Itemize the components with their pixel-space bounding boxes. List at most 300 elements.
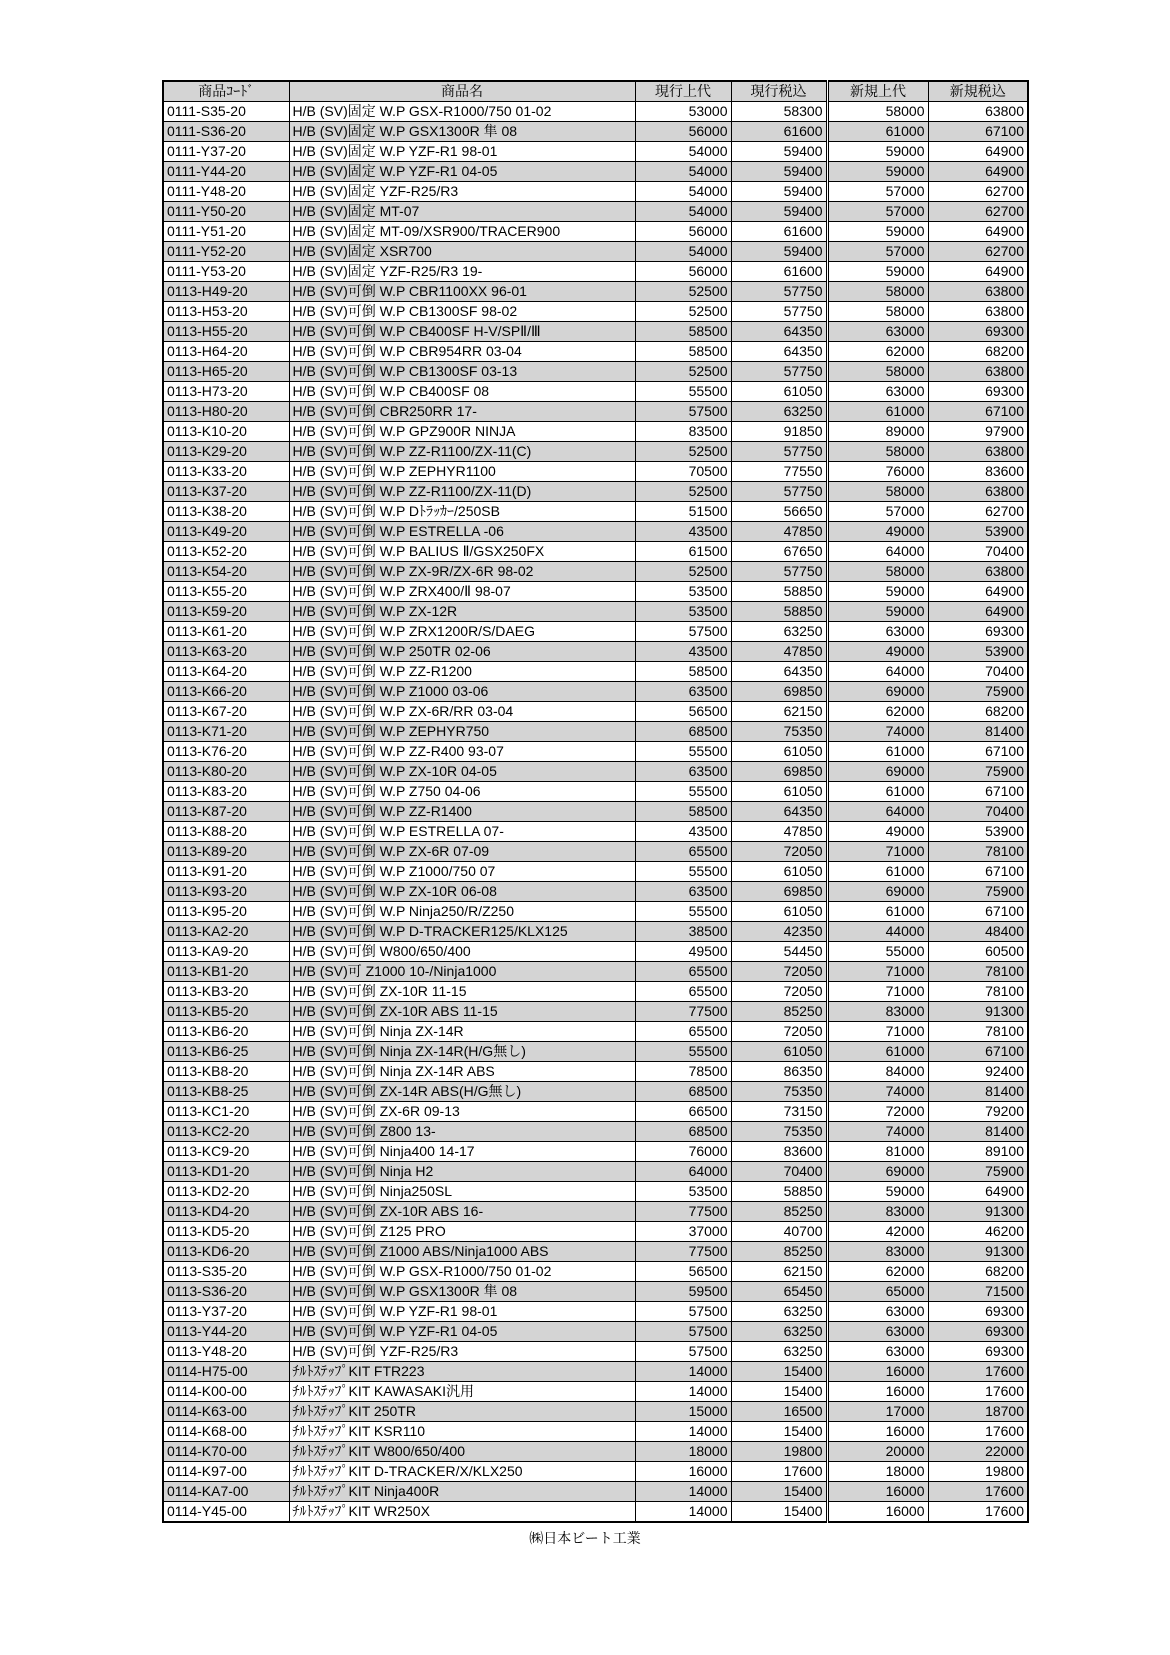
cell-current-list-price: 53500	[635, 582, 731, 602]
cell-product-name: H/B (SV)可倒 Ninja ZX-14R ABS	[289, 1062, 635, 1082]
cell-current-list-price: 38500	[635, 922, 731, 942]
cell-product-code: 0111-Y48-20	[163, 182, 289, 202]
cell-new-list-price: 71000	[827, 982, 928, 1002]
cell-current-price-tax: 65450	[731, 1282, 827, 1302]
cell-new-list-price: 61000	[827, 742, 928, 762]
cell-new-list-price: 49000	[827, 642, 928, 662]
cell-product-name: H/B (SV)可倒 W.P ZX-10R 06-08	[289, 882, 635, 902]
cell-new-list-price: 63000	[827, 382, 928, 402]
cell-product-code: 0113-KB3-20	[163, 982, 289, 1002]
table-row	[163, 162, 1028, 182]
cell-current-list-price: 55500	[635, 782, 731, 802]
cell-new-list-price: 16000	[827, 1422, 928, 1442]
cell-new-list-price: 18000	[827, 1462, 928, 1482]
table-row	[163, 762, 1028, 782]
cell-current-price-tax: 61600	[731, 122, 827, 142]
cell-current-list-price: 43500	[635, 642, 731, 662]
cell-new-list-price: 16000	[827, 1362, 928, 1382]
cell-current-price-tax: 75350	[731, 1082, 827, 1102]
cell-current-price-tax: 15400	[731, 1482, 827, 1502]
cell-new-price-tax: 60500	[928, 942, 1028, 962]
cell-new-price-tax: 62700	[928, 182, 1028, 202]
table-row	[163, 1302, 1028, 1322]
cell-current-price-tax: 42350	[731, 922, 827, 942]
cell-current-list-price: 51500	[635, 502, 731, 522]
cell-product-code: 0113-K37-20	[163, 482, 289, 502]
table-header-row	[163, 81, 1028, 102]
cell-product-name: H/B (SV)可倒 Z1000 ABS/Ninja1000 ABS	[289, 1242, 635, 1262]
cell-current-list-price: 56000	[635, 222, 731, 242]
table-row	[163, 482, 1028, 502]
cell-new-price-tax: 75900	[928, 882, 1028, 902]
cell-current-list-price: 65500	[635, 962, 731, 982]
cell-product-code: 0113-H53-20	[163, 302, 289, 322]
cell-new-price-tax: 67100	[928, 402, 1028, 422]
cell-product-name: H/B (SV)可倒 W.P ZX-12R	[289, 602, 635, 622]
cell-product-code: 0113-H73-20	[163, 382, 289, 402]
cell-product-code: 0113-K63-20	[163, 642, 289, 662]
cell-current-price-tax: 64350	[731, 662, 827, 682]
cell-current-price-tax: 61050	[731, 862, 827, 882]
cell-new-price-tax: 62700	[928, 202, 1028, 222]
cell-product-code: 0111-S36-20	[163, 122, 289, 142]
cell-current-list-price: 57500	[635, 1342, 731, 1362]
cell-current-list-price: 68500	[635, 1082, 731, 1102]
cell-new-list-price: 59000	[827, 602, 928, 622]
table-row	[163, 662, 1028, 682]
cell-new-list-price: 83000	[827, 1002, 928, 1022]
cell-new-price-tax: 97900	[928, 422, 1028, 442]
cell-new-price-tax: 67100	[928, 742, 1028, 762]
cell-current-price-tax: 47850	[731, 822, 827, 842]
cell-new-price-tax: 46200	[928, 1222, 1028, 1242]
cell-product-code: 0113-S36-20	[163, 1282, 289, 1302]
cell-product-name: H/B (SV)可倒 W.P Z1000 03-06	[289, 682, 635, 702]
table-row	[163, 1262, 1028, 1282]
cell-new-list-price: 59000	[827, 142, 928, 162]
cell-product-name: ﾁﾙﾄｽﾃｯﾌﾟKIT D-TRACKER/X/KLX250	[289, 1462, 635, 1482]
cell-product-code: 0113-H49-20	[163, 282, 289, 302]
table-body	[163, 102, 1028, 1523]
cell-current-price-tax: 57750	[731, 482, 827, 502]
cell-product-name: H/B (SV)可倒 W.P ZZ-R1200	[289, 662, 635, 682]
cell-new-price-tax: 69300	[928, 1322, 1028, 1342]
cell-product-name: H/B (SV)可倒 W.P YZF-R1 98-01	[289, 1302, 635, 1322]
cell-current-price-tax: 70400	[731, 1162, 827, 1182]
table-row	[163, 1122, 1028, 1142]
cell-new-price-tax: 63800	[928, 362, 1028, 382]
cell-current-price-tax: 63250	[731, 402, 827, 422]
cell-product-code: 0114-H75-00	[163, 1362, 289, 1382]
cell-product-name: H/B (SV)可倒 YZF-R25/R3	[289, 1342, 635, 1362]
cell-new-price-tax: 67100	[928, 1042, 1028, 1062]
cell-new-price-tax: 83600	[928, 462, 1028, 482]
cell-product-code: 0113-K91-20	[163, 862, 289, 882]
cell-new-list-price: 58000	[827, 482, 928, 502]
cell-new-price-tax: 48400	[928, 922, 1028, 942]
table-row	[163, 282, 1028, 302]
cell-product-code: 0113-KC1-20	[163, 1102, 289, 1122]
cell-current-price-tax: 58850	[731, 582, 827, 602]
cell-current-list-price: 55500	[635, 902, 731, 922]
cell-product-code: 0113-KB6-20	[163, 1022, 289, 1042]
table-row	[163, 642, 1028, 662]
cell-current-list-price: 14000	[635, 1422, 731, 1442]
cell-product-code: 0111-Y52-20	[163, 242, 289, 262]
cell-current-list-price: 58500	[635, 802, 731, 822]
cell-product-code: 0113-Y44-20	[163, 1322, 289, 1342]
cell-product-name: H/B (SV)固定 MT-07	[289, 202, 635, 222]
cell-current-price-tax: 47850	[731, 642, 827, 662]
cell-new-price-tax: 63800	[928, 442, 1028, 462]
cell-current-price-tax: 64350	[731, 802, 827, 822]
cell-new-list-price: 63000	[827, 1342, 928, 1362]
cell-current-list-price: 58500	[635, 322, 731, 342]
cell-product-code: 0113-K67-20	[163, 702, 289, 722]
table-row	[163, 882, 1028, 902]
cell-current-price-tax: 59400	[731, 162, 827, 182]
cell-new-price-tax: 68200	[928, 1262, 1028, 1282]
cell-new-price-tax: 53900	[928, 522, 1028, 542]
cell-product-code: 0113-K59-20	[163, 602, 289, 622]
cell-product-code: 0113-K54-20	[163, 562, 289, 582]
cell-product-name: H/B (SV)可倒 W.P Z1000/750 07	[289, 862, 635, 882]
cell-product-code: 0113-K55-20	[163, 582, 289, 602]
price-table	[162, 80, 1029, 1523]
cell-new-list-price: 64000	[827, 662, 928, 682]
cell-current-price-tax: 58850	[731, 1182, 827, 1202]
cell-current-price-tax: 85250	[731, 1202, 827, 1222]
cell-new-list-price: 71000	[827, 842, 928, 862]
cell-new-list-price: 83000	[827, 1242, 928, 1262]
cell-new-price-tax: 75900	[928, 762, 1028, 782]
cell-current-list-price: 65500	[635, 842, 731, 862]
cell-product-name: H/B (SV)可倒 W.P GSX1300R 隼 08	[289, 1282, 635, 1302]
cell-new-list-price: 72000	[827, 1102, 928, 1122]
header-new-price-tax: 新規税込	[928, 81, 1028, 102]
cell-new-list-price: 58000	[827, 442, 928, 462]
cell-current-price-tax: 62150	[731, 1262, 827, 1282]
cell-current-price-tax: 40700	[731, 1222, 827, 1242]
cell-product-code: 0113-H64-20	[163, 342, 289, 362]
cell-product-name: H/B (SV)可倒 W.P Ninja250/R/Z250	[289, 902, 635, 922]
cell-product-code: 0113-K38-20	[163, 502, 289, 522]
cell-current-list-price: 63500	[635, 762, 731, 782]
cell-new-price-tax: 63800	[928, 562, 1028, 582]
cell-product-code: 0113-KC2-20	[163, 1122, 289, 1142]
cell-current-price-tax: 59400	[731, 142, 827, 162]
cell-product-name: H/B (SV)可倒 W.P ZZ-R400 93-07	[289, 742, 635, 762]
cell-current-list-price: 56500	[635, 702, 731, 722]
cell-current-list-price: 77500	[635, 1242, 731, 1262]
cell-product-name: H/B (SV)可倒 W.P Z750 04-06	[289, 782, 635, 802]
table-row	[163, 622, 1028, 642]
cell-product-code: 0111-Y44-20	[163, 162, 289, 182]
cell-product-name: H/B (SV)可倒 Z125 PRO	[289, 1222, 635, 1242]
cell-product-name: H/B (SV)可倒 W.P CBR954RR 03-04	[289, 342, 635, 362]
cell-current-price-tax: 15400	[731, 1362, 827, 1382]
cell-product-name: H/B (SV)可倒 ZX-10R ABS 11-15	[289, 1002, 635, 1022]
cell-new-price-tax: 69300	[928, 1302, 1028, 1322]
cell-current-list-price: 54000	[635, 142, 731, 162]
table-row	[163, 742, 1028, 762]
cell-product-code: 0113-K49-20	[163, 522, 289, 542]
cell-product-name: H/B (SV)可倒 ZX-6R 09-13	[289, 1102, 635, 1122]
table-row	[163, 302, 1028, 322]
cell-current-list-price: 77500	[635, 1002, 731, 1022]
cell-current-price-tax: 15400	[731, 1502, 827, 1523]
cell-new-price-tax: 18700	[928, 1402, 1028, 1422]
cell-current-price-tax: 72050	[731, 1022, 827, 1042]
cell-new-price-tax: 70400	[928, 542, 1028, 562]
cell-new-list-price: 55000	[827, 942, 928, 962]
cell-new-list-price: 42000	[827, 1222, 928, 1242]
cell-current-list-price: 56000	[635, 262, 731, 282]
cell-current-price-tax: 86350	[731, 1062, 827, 1082]
cell-product-name: H/B (SV)可倒 Ninja ZX-14R(H/G無し)	[289, 1042, 635, 1062]
cell-new-price-tax: 69300	[928, 622, 1028, 642]
cell-product-code: 0113-S35-20	[163, 1262, 289, 1282]
cell-product-name: ﾁﾙﾄｽﾃｯﾌﾟKIT WR250X	[289, 1502, 635, 1523]
table-row	[163, 402, 1028, 422]
table-row	[163, 1242, 1028, 1262]
table-row	[163, 922, 1028, 942]
cell-product-name: H/B (SV)可倒 W.P ZZ-R1100/ZX-11(C)	[289, 442, 635, 462]
cell-current-list-price: 14000	[635, 1502, 731, 1523]
cell-new-price-tax: 63800	[928, 482, 1028, 502]
cell-current-price-tax: 61600	[731, 222, 827, 242]
cell-current-list-price: 83500	[635, 422, 731, 442]
cell-current-price-tax: 72050	[731, 842, 827, 862]
cell-new-price-tax: 69300	[928, 1342, 1028, 1362]
cell-current-list-price: 18000	[635, 1442, 731, 1462]
table-row	[163, 982, 1028, 1002]
table-row	[163, 1462, 1028, 1482]
cell-product-code: 0113-H80-20	[163, 402, 289, 422]
cell-current-list-price: 65500	[635, 982, 731, 1002]
cell-new-price-tax: 70400	[928, 802, 1028, 822]
cell-product-code: 0113-H55-20	[163, 322, 289, 342]
cell-new-list-price: 71000	[827, 1022, 928, 1042]
table-row	[163, 362, 1028, 382]
cell-product-name: H/B (SV)可倒 Z800 13-	[289, 1122, 635, 1142]
cell-new-price-tax: 75900	[928, 1162, 1028, 1182]
cell-new-price-tax: 63800	[928, 282, 1028, 302]
table-row	[163, 1182, 1028, 1202]
cell-product-name: H/B (SV)可倒 W.P CB400SF H-V/SPⅡ/Ⅲ	[289, 322, 635, 342]
header-product-code: 商品ｺｰﾄﾞ	[163, 81, 289, 102]
cell-new-list-price: 58000	[827, 362, 928, 382]
cell-new-price-tax: 63800	[928, 102, 1028, 122]
cell-new-list-price: 44000	[827, 922, 928, 942]
cell-product-name: H/B (SV)可倒 W.P ESTRELLA 07-	[289, 822, 635, 842]
cell-new-list-price: 59000	[827, 222, 928, 242]
cell-current-list-price: 57500	[635, 1302, 731, 1322]
cell-current-list-price: 78500	[635, 1062, 731, 1082]
cell-product-code: 0113-K76-20	[163, 742, 289, 762]
cell-new-list-price: 61000	[827, 902, 928, 922]
cell-current-price-tax: 63250	[731, 1322, 827, 1342]
cell-product-code: 0111-Y51-20	[163, 222, 289, 242]
cell-new-list-price: 71000	[827, 962, 928, 982]
cell-current-list-price: 54000	[635, 182, 731, 202]
cell-new-price-tax: 67100	[928, 122, 1028, 142]
cell-current-price-tax: 61050	[731, 782, 827, 802]
cell-current-list-price: 63500	[635, 882, 731, 902]
cell-current-list-price: 52500	[635, 362, 731, 382]
cell-new-price-tax: 64900	[928, 602, 1028, 622]
cell-new-list-price: 57000	[827, 502, 928, 522]
table-row	[163, 962, 1028, 982]
cell-product-name: H/B (SV)固定 YZF-R25/R3	[289, 182, 635, 202]
cell-product-code: 0111-Y37-20	[163, 142, 289, 162]
cell-current-price-tax: 19800	[731, 1442, 827, 1462]
cell-new-price-tax: 67100	[928, 902, 1028, 922]
cell-current-list-price: 70500	[635, 462, 731, 482]
cell-product-name: ﾁﾙﾄｽﾃｯﾌﾟKIT Ninja400R	[289, 1482, 635, 1502]
cell-product-name: H/B (SV)可倒 W.P GPZ900R NINJA	[289, 422, 635, 442]
cell-current-price-tax: 69850	[731, 882, 827, 902]
table-row	[163, 342, 1028, 362]
cell-product-code: 0113-K95-20	[163, 902, 289, 922]
cell-current-price-tax: 59400	[731, 202, 827, 222]
cell-new-price-tax: 81400	[928, 722, 1028, 742]
table-row	[163, 462, 1028, 482]
cell-new-list-price: 16000	[827, 1382, 928, 1402]
cell-new-price-tax: 68200	[928, 702, 1028, 722]
cell-product-code: 0114-Y45-00	[163, 1502, 289, 1523]
cell-current-price-tax: 83600	[731, 1142, 827, 1162]
cell-current-list-price: 43500	[635, 522, 731, 542]
cell-new-price-tax: 17600	[928, 1482, 1028, 1502]
cell-current-list-price: 14000	[635, 1362, 731, 1382]
cell-current-list-price: 57500	[635, 402, 731, 422]
cell-product-code: 0114-K00-00	[163, 1382, 289, 1402]
table-row	[163, 1322, 1028, 1342]
cell-product-code: 0113-KD1-20	[163, 1162, 289, 1182]
cell-current-price-tax: 58300	[731, 102, 827, 122]
cell-new-price-tax: 64900	[928, 1182, 1028, 1202]
cell-product-code: 0113-KB8-25	[163, 1082, 289, 1102]
cell-current-list-price: 14000	[635, 1382, 731, 1402]
cell-product-code: 0113-K71-20	[163, 722, 289, 742]
cell-product-name: H/B (SV)固定 W.P YZF-R1 04-05	[289, 162, 635, 182]
table-row	[163, 1202, 1028, 1222]
cell-new-price-tax: 79200	[928, 1102, 1028, 1122]
table-row	[163, 202, 1028, 222]
cell-new-price-tax: 17600	[928, 1422, 1028, 1442]
cell-current-price-tax: 61050	[731, 902, 827, 922]
cell-product-name: H/B (SV)可倒 W.P ZX-6R 07-09	[289, 842, 635, 862]
cell-new-list-price: 16000	[827, 1502, 928, 1523]
table-row	[163, 1162, 1028, 1182]
cell-product-name: H/B (SV)可倒 W.P CB1300SF 98-02	[289, 302, 635, 322]
table-row	[163, 502, 1028, 522]
cell-new-list-price: 61000	[827, 402, 928, 422]
cell-product-name: H/B (SV)固定 YZF-R25/R3 19-	[289, 262, 635, 282]
table-row	[163, 1422, 1028, 1442]
cell-current-price-tax: 16500	[731, 1402, 827, 1422]
cell-product-name: H/B (SV)可倒 W.P ZEPHYR1100	[289, 462, 635, 482]
cell-new-list-price: 63000	[827, 322, 928, 342]
cell-current-price-tax: 61050	[731, 742, 827, 762]
cell-new-list-price: 61000	[827, 1042, 928, 1062]
cell-product-code: 0113-K29-20	[163, 442, 289, 462]
cell-new-price-tax: 63800	[928, 302, 1028, 322]
cell-new-list-price: 58000	[827, 102, 928, 122]
table-row	[163, 782, 1028, 802]
cell-new-price-tax: 19800	[928, 1462, 1028, 1482]
table-row	[163, 602, 1028, 622]
cell-product-code: 0113-KB5-20	[163, 1002, 289, 1022]
cell-new-price-tax: 78100	[928, 982, 1028, 1002]
cell-product-code: 0113-KD5-20	[163, 1222, 289, 1242]
cell-product-name: H/B (SV)可倒 W.P ZX-10R 04-05	[289, 762, 635, 782]
cell-current-list-price: 49500	[635, 942, 731, 962]
cell-product-name: H/B (SV)可 Z1000 10-/Ninja1000	[289, 962, 635, 982]
cell-product-name: H/B (SV)可倒 W.P 250TR 02-06	[289, 642, 635, 662]
table-row	[163, 122, 1028, 142]
cell-new-price-tax: 78100	[928, 1022, 1028, 1042]
cell-new-list-price: 84000	[827, 1062, 928, 1082]
cell-current-list-price: 53000	[635, 102, 731, 122]
cell-new-list-price: 62000	[827, 702, 928, 722]
cell-product-name: H/B (SV)可倒 Ninja250SL	[289, 1182, 635, 1202]
cell-current-list-price: 56000	[635, 122, 731, 142]
cell-new-price-tax: 64900	[928, 262, 1028, 282]
cell-new-list-price: 57000	[827, 182, 928, 202]
cell-product-name: H/B (SV)可倒 W.P ESTRELLA -06	[289, 522, 635, 542]
cell-current-list-price: 66500	[635, 1102, 731, 1122]
cell-product-code: 0114-K68-00	[163, 1422, 289, 1442]
cell-current-list-price: 65500	[635, 1022, 731, 1042]
cell-new-price-tax: 91300	[928, 1242, 1028, 1262]
table-row	[163, 522, 1028, 542]
cell-product-name: H/B (SV)可倒 ZX-10R 11-15	[289, 982, 635, 1002]
cell-new-list-price: 59000	[827, 162, 928, 182]
cell-product-name: ﾁﾙﾄｽﾃｯﾌﾟKIT KSR110	[289, 1422, 635, 1442]
cell-current-price-tax: 63250	[731, 622, 827, 642]
cell-new-list-price: 63000	[827, 622, 928, 642]
cell-current-list-price: 76000	[635, 1142, 731, 1162]
table-row	[163, 1282, 1028, 1302]
cell-product-name: H/B (SV)固定 W.P GSX1300R 隼 08	[289, 122, 635, 142]
cell-new-price-tax: 71500	[928, 1282, 1028, 1302]
cell-product-name: H/B (SV)可倒 ZX-14R ABS(H/G無し)	[289, 1082, 635, 1102]
cell-current-price-tax: 59400	[731, 242, 827, 262]
header-current-list-price: 現行上代	[635, 81, 731, 102]
cell-product-name: H/B (SV)可倒 W.P CB1300SF 03-13	[289, 362, 635, 382]
cell-product-code: 0113-K93-20	[163, 882, 289, 902]
cell-product-name: ﾁﾙﾄｽﾃｯﾌﾟKIT KAWASAKI汎用	[289, 1382, 635, 1402]
cell-new-list-price: 59000	[827, 582, 928, 602]
cell-new-price-tax: 91300	[928, 1002, 1028, 1022]
cell-new-price-tax: 53900	[928, 822, 1028, 842]
cell-new-list-price: 69000	[827, 682, 928, 702]
cell-current-price-tax: 73150	[731, 1102, 827, 1122]
cell-current-price-tax: 75350	[731, 1122, 827, 1142]
cell-new-list-price: 61000	[827, 782, 928, 802]
cell-product-code: 0113-K66-20	[163, 682, 289, 702]
cell-current-list-price: 57500	[635, 1322, 731, 1342]
table-row	[163, 1082, 1028, 1102]
cell-new-list-price: 76000	[827, 462, 928, 482]
cell-current-price-tax: 57750	[731, 282, 827, 302]
cell-new-price-tax: 91300	[928, 1202, 1028, 1222]
cell-new-list-price: 61000	[827, 122, 928, 142]
table-row	[163, 1362, 1028, 1382]
cell-new-list-price: 58000	[827, 562, 928, 582]
